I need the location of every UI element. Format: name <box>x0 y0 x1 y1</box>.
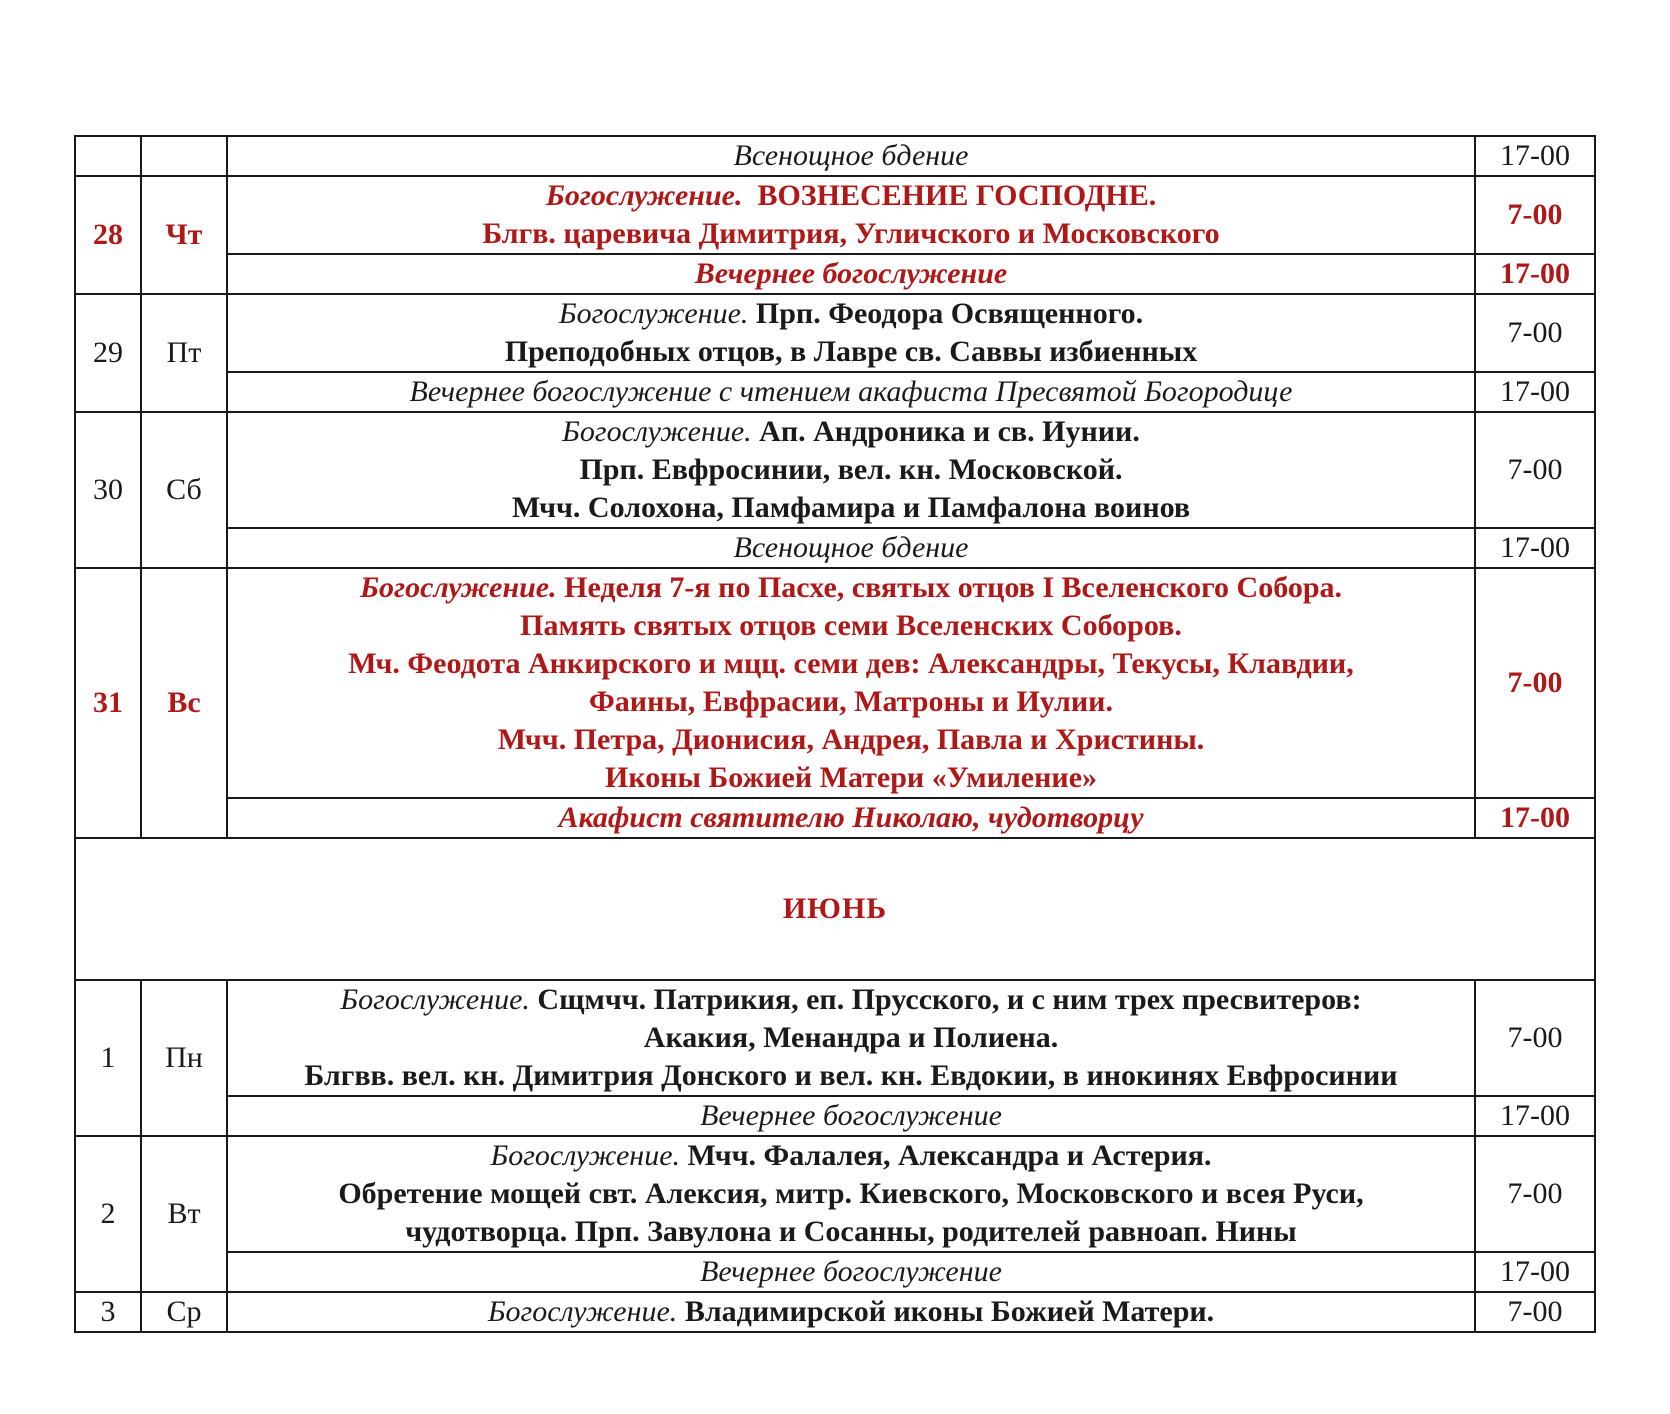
weekday-cell: Вт <box>141 1136 227 1292</box>
service-cell <box>227 980 1475 1096</box>
commemoration-text: Мчч. Солохона, Памфамира и Памфалона воинов <box>511 491 1191 524</box>
commemoration-text: Сщмчч. Патрикия, еп. Прусского, и с ним трех пресвитеров: <box>537 983 1362 1016</box>
time-cell: 17-00 <box>1475 1252 1595 1292</box>
weekday-cell: Сб <box>141 412 227 568</box>
time-cell: 7-00 <box>1475 980 1595 1096</box>
evening-service-cell <box>227 1096 1475 1136</box>
commemoration-text: чудотворца. Прп. Завулона и Сосанны, родителей равноап. Нины <box>405 1215 1297 1248</box>
service-label: Богослужение. <box>545 179 743 212</box>
service-cell <box>227 294 1475 372</box>
commemoration-text: Прп. Евфросинии, вел. кн. Московской. <box>579 453 1123 486</box>
day-cell: 28 <box>75 176 141 294</box>
weekday-cell: Ср <box>141 1292 227 1332</box>
table-row <box>75 1136 1595 1252</box>
table-row <box>75 412 1595 528</box>
service-cell <box>227 568 1475 798</box>
service-label: Богослужение. <box>359 571 557 604</box>
table-row <box>75 568 1595 798</box>
service-schedule-table <box>74 135 1596 1333</box>
evening-service-cell <box>227 254 1475 294</box>
service-cell <box>227 176 1475 254</box>
service-cell <box>227 412 1475 528</box>
commemoration-text: Мч. Феодота Анкирского и мцц. семи дев: Александры, Текусы, Клавдии, <box>348 647 1354 680</box>
service-label: Богослужение. <box>562 415 752 448</box>
feast-title: Неделя 7-я по Пасхе, святых отцов I Вселенского Собора. <box>564 571 1343 604</box>
commemoration-text: Блгв. царевича Димитрия, Угличского и Московского <box>482 217 1220 250</box>
evening-service-cell <box>227 1252 1475 1292</box>
table-row <box>75 1252 1595 1292</box>
table-row <box>75 136 1595 176</box>
day-cell: 1 <box>75 980 141 1136</box>
time-cell: 7-00 <box>1475 1136 1595 1252</box>
time-cell: 17-00 <box>1475 528 1595 568</box>
commemoration-text: Акакия, Менандра и Полиена. <box>643 1021 1059 1054</box>
table-row <box>75 254 1595 294</box>
time-cell: 17-00 <box>1475 136 1595 176</box>
day-cell: 30 <box>75 412 141 568</box>
evening-service-text: Вечернее богослужение <box>700 1255 1002 1288</box>
service-label: Богослужение. <box>558 297 749 330</box>
day-cell: 3 <box>75 1292 141 1332</box>
weekday-cell <box>141 136 227 176</box>
service-label: Богослужение. <box>490 1139 681 1172</box>
table-row <box>75 372 1595 412</box>
time-cell: 17-00 <box>1475 798 1595 838</box>
evening-service-cell <box>227 372 1475 412</box>
service-cell <box>227 136 1475 176</box>
table-row <box>75 1096 1595 1136</box>
commemoration-text: Мчч. Петра, Дионисия, Андрея, Павла и Христины. <box>497 723 1205 756</box>
evening-service-text: Акафист святителю Николаю, чудотворцу <box>558 801 1144 834</box>
time-cell: 7-00 <box>1475 176 1595 254</box>
time-cell: 17-00 <box>1475 254 1595 294</box>
table-row <box>75 176 1595 254</box>
month-heading: ИЮНЬ <box>75 838 1595 980</box>
commemoration-text: Преподобных отцов, в Лавре св. Саввы избиенных <box>504 335 1198 368</box>
time-cell: 7-00 <box>1475 412 1595 528</box>
table-row <box>75 294 1595 372</box>
commemoration-text: Обретение мощей свт. Алексия, митр. Киевского, Московского и всея Руси, <box>338 1177 1364 1210</box>
service-cell <box>227 1292 1475 1332</box>
service-cell <box>227 1136 1475 1252</box>
time-cell: 7-00 <box>1475 294 1595 372</box>
weekday-cell: Чт <box>141 176 227 294</box>
service-text: Всенощное бдение <box>733 139 969 172</box>
time-cell: 7-00 <box>1475 1292 1595 1332</box>
feast-title: ВОЗНЕСЕНИЕ ГОСПОДНЕ. <box>757 179 1157 212</box>
weekday-cell: Пт <box>141 294 227 412</box>
commemoration-text: Владимирской иконы Божией Матери. <box>684 1295 1215 1328</box>
evening-service-cell <box>227 528 1475 568</box>
table-row <box>75 980 1595 1096</box>
commemoration-text: Мчч. Фалалея, Александра и Астерия. <box>687 1139 1212 1172</box>
evening-service-text: Вечернее богослужение <box>694 257 1008 290</box>
commemoration-text: Ап. Андроника и св. Иунии. <box>759 415 1140 448</box>
day-cell: 31 <box>75 568 141 838</box>
weekday-cell: Вс <box>141 568 227 838</box>
table-row <box>75 1292 1595 1332</box>
commemoration-text: Блгвв. вел. кн. Димитрия Донского и вел. кн. Евдокии, в инокинях Евфросинии <box>304 1059 1398 1092</box>
weekday-cell: Пн <box>141 980 227 1136</box>
day-cell <box>75 136 141 176</box>
commemoration-text: Память святых отцов семи Вселенских Соборов. <box>520 609 1182 642</box>
time-cell: 17-00 <box>1475 1096 1595 1136</box>
service-label: Богослужение. <box>340 983 530 1016</box>
table-row <box>75 528 1595 568</box>
evening-service-text: Вечернее богослужение с чтением акафиста Пресвятой Богородице <box>409 375 1293 408</box>
evening-service-cell <box>227 798 1475 838</box>
commemoration-text: Иконы Божией Матери «Умиление» <box>604 761 1098 794</box>
month-heading-row <box>75 838 1595 980</box>
table-row <box>75 798 1595 838</box>
day-cell: 2 <box>75 1136 141 1292</box>
day-cell: 29 <box>75 294 141 412</box>
time-cell: 17-00 <box>1475 372 1595 412</box>
evening-service-text: Вечернее богослужение <box>700 1099 1002 1132</box>
service-label: Богослужение. <box>487 1295 678 1328</box>
commemoration-text: Прп. Феодора Освященного. <box>755 297 1144 330</box>
evening-service-text: Всенощное бдение <box>733 531 969 564</box>
time-cell: 7-00 <box>1475 568 1595 798</box>
commemoration-text: Фаины, Евфрасии, Матроны и Иулии. <box>589 685 1113 718</box>
